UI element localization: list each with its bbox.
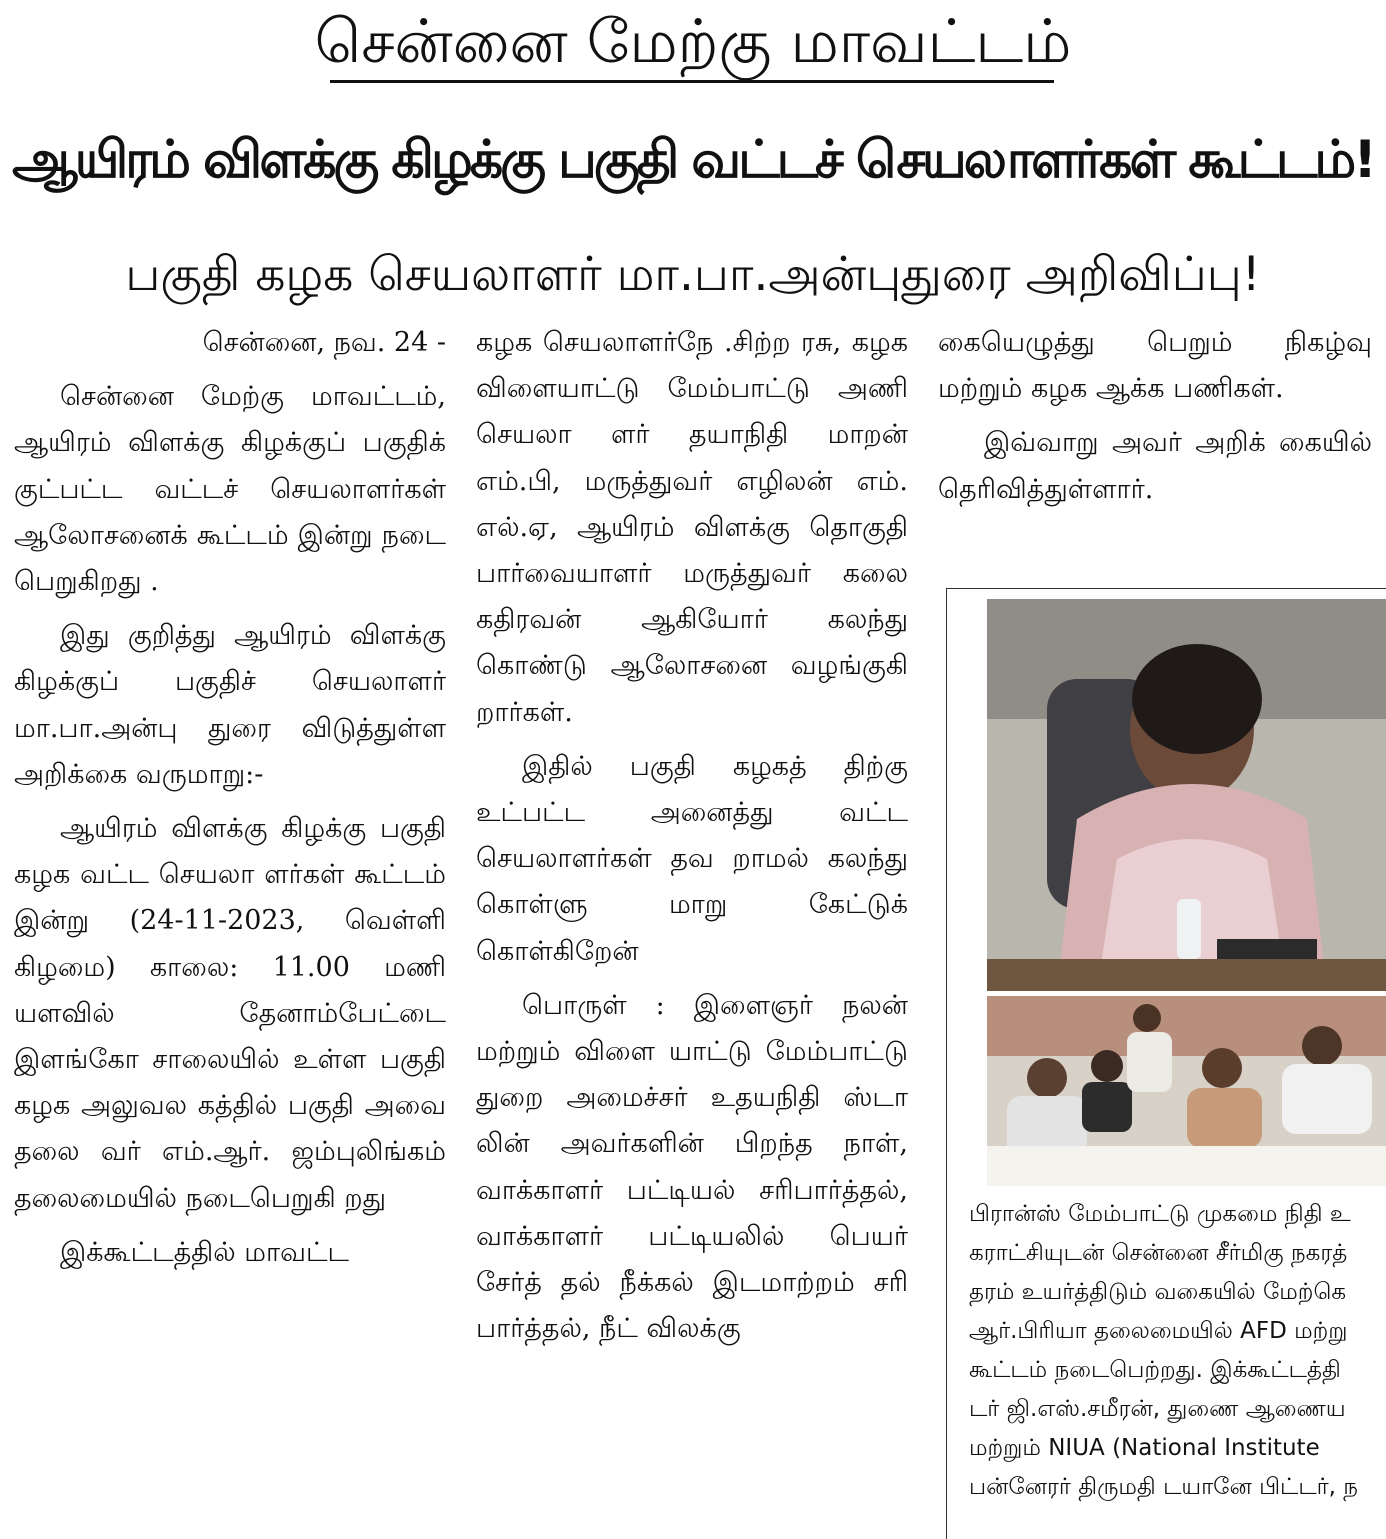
meeting-group-illustration [987,996,1386,1186]
article-paragraph: ஆயிரம் விளக்கு கிழக்கு பகுதி கழக வட்ட செயலா ளர்கள் கூட்டம் இன்று (24-11-2023, வெள்ளி கிழமை) காலை: 11.00 மணி யளவில் தேனாம்பேட்டை இளங்கோ சாலையில் உள்ள பகுதி கழக அலுவல கத்தில் பகுதி அவை தலை வர் எம்.ஆர். ஜம்புலிங்கம் தலைமையில் நடைபெறுகி றது [14,813,446,1214]
caption-line: பிரான்ஸ் மேம்பாட்டு முகமை நிதி உ [969,1201,1351,1227]
article-paragraph: இதில் பகுதி கழகத் திற்கு உட்பட்ட அனைத்து வட்ட செயலாளர்கள் தவ றாமல் கலந்து கொள்ளு மாறு கேட்டுக் கொள்கிறேன் [476,750,908,967]
caption-line: பன்னேரர் திருமதி டயானே பிட்டர், ந [969,1474,1359,1500]
article-paragraph: இது குறித்து ஆயிரம் விளக்கு கிழக்குப் பகுதிச் செயலாளர் மா.பா.அன்பு துரை விடுத்துள்ள அறிக்கை வருமாறு:- [14,620,446,790]
article-paragraph: கையெழுத்து பெறும் நிகழ்வு மற்றும் கழக ஆக்க பணிகள். [938,327,1372,405]
caption-line: மற்றும் NIUA (National Institute [969,1435,1320,1461]
related-story-box [946,588,1386,1539]
meeting-photo-group [987,996,1386,1186]
photo-caption [969,1195,1386,1507]
caption-line: டர் ஜி.எஸ்.சமீரன், துணை ஆணைய [969,1396,1346,1422]
subheadline: பகுதி கழக செயலாளர் மா.பா.அன்புதுரை அறிவிப்பு! [125,247,1261,302]
article-paragraph: இக்கூட்டத்தில் மாவட்ட [60,1236,349,1268]
article-column-1 [14,320,446,1538]
caption-line: ஆர்.பிரியா தலைமையில் AFD மற்று [969,1318,1348,1344]
article-column-3 [938,320,1372,590]
article-paragraph: இவ்வாறு அவர் அறிக் கையில் தெரிவித்துள்ளார். [938,427,1372,505]
headline: ஆயிரம் விளக்கு கிழக்கு பகுதி வட்டச் செயலாளர்கள் கூட்டம்! [12,130,1374,190]
section-kicker: சென்னை மேற்கு மாவட்டம் [314,7,1072,77]
article-paragraph: சென்னை மேற்கு மாவட்டம், ஆயிரம் விளக்கு கிழக்குப் பகுதிக் குட்பட்ட வட்டச் செயலாளர்கள் ஆலோசனைக் கூட்டம் இன்று நடை பெறுகிறது . [14,381,446,598]
kicker-underline [330,80,1054,83]
meeting-photo-main [987,599,1386,991]
article-paragraph: கழக செயலாளர்நே .சிற்ற ரசு, கழக விளையாட்டு மேம்பாட்டு அணி செயலா ளர் தயாநிதி மாறன் எம்.பி, மருத்துவர் எழிலன் எம். எல்.ஏ, ஆயிரம் விளக்கு தொகுதி பார்வையாளர் மருத்துவர் கலை கதிரவன் ஆகியோர் கலந்து கொண்டு ஆலோசனை வழங்குகி றார்கள். [476,327,908,728]
article-column-2 [476,320,908,1538]
caption-line: கராட்சியுடன் சென்னை சீர்மிகு நகரத் [969,1240,1348,1266]
caption-line: தரம் உயர்த்திடும் வகையில் மேற்கெ [969,1279,1347,1305]
dateline: சென்னை, நவ. 24 - [202,327,446,358]
caption-line: கூட்டம் நடைபெற்றது. இக்கூட்டத்தி [969,1357,1341,1383]
meeting-photo-illustration [987,599,1386,991]
article-paragraph: பொருள் : இளைஞர் நலன் மற்றும் விளை யாட்டு மேம்பாட்டு துறை அமைச்சர் உதயநிதி ஸ்டா லின் அவர்களின் பிறந்த நாள், வாக்காளர் பட்டியல் சரிபார்த்தல், வாக்காளர் பட்டியலில் பெயர் சேர்த் தல் நீக்கல் இடமாற்றம் சரி பார்த்தல், நீட் விலக்கு [476,989,908,1345]
